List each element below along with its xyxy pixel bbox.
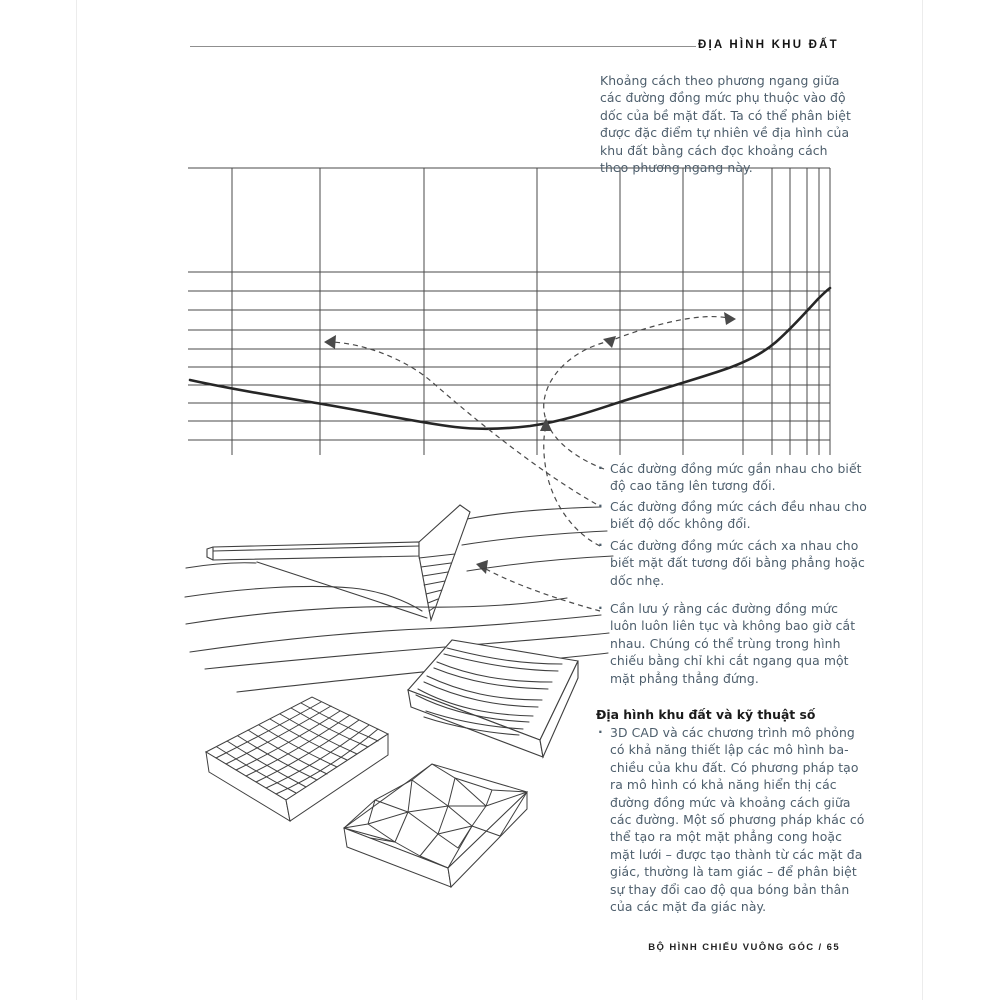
ground-notch <box>257 562 427 618</box>
contour-vertical-lines <box>232 168 830 455</box>
leader-arrowheads <box>324 312 736 574</box>
cut-wall <box>207 542 419 560</box>
leader-far-contours <box>544 426 600 546</box>
elevation-grid-lines <box>188 168 830 440</box>
cut-plane-fin <box>419 505 470 620</box>
mesh-model-tin <box>344 764 527 887</box>
section-profile-curve <box>190 288 830 429</box>
leader-vertical-plane <box>484 568 600 611</box>
contour-note-close: · Các đường đồng mức gần nhau cho biết độ cao tăng lên tương đối. <box>596 460 868 495</box>
page-footer: BỘ HÌNH CHIẾU VUÔNG GÓC / 65 <box>648 942 840 953</box>
page-title: ĐỊA HÌNH KHU ĐẤT <box>698 39 839 51</box>
section-heading: Địa hình khu đất và kỹ thuật số <box>596 707 816 722</box>
contour-note-far: · Các đường đồng mức cách xa nhau cho biết mặt đất tương đối bằng phẳng hoặc dốc nhẹ. <box>596 537 868 589</box>
intro-paragraph: Khoảng cách theo phương ngang giữa các đường đồng mức phụ thuộc vào độ dốc của bề mặt đất. Ta có thể phân biệt được đặc điểm tự nhiên về địa hình của khu đất bằng cách đọc khoảng cách theo phương ngang này. <box>600 73 851 176</box>
note-paragraph: · Cần lưu ý rằng các đường đồng mức luôn luôn liên tục và không bao giờ cắt nhau. Chúng có thể trùng trong hình chiếu bằng chỉ khi cắt ngang qua một mặt phẳng thẳng đứng. <box>596 600 868 687</box>
leader-even-contours <box>332 342 596 504</box>
mesh-model-terraced <box>408 640 578 757</box>
contour-note-even: · Các đường đồng mức cách đều nhau cho biết độ dốc không đổi. <box>596 498 868 533</box>
mesh-model-grid <box>206 697 388 821</box>
header-rule <box>190 46 696 47</box>
digital-body-paragraph: · 3D CAD và các chương trình mô phỏng có khả năng thiết lập các mô hình ba-chiều của khu đất. Có phương pháp tạo ra mô hình có khả năng hiển thị các đường đồng mức và khoảng cách giữa các đường. Một số phương pháp khác có thể tạo ra một mặt phẳng cong hoặc mặt lưới – được tạo thành từ các mặt đa giác, thường là tam giác – để phân biệt sự thay đổi cao độ qua bóng bản thân của các mặt đa giác này. <box>596 724 868 915</box>
leader-close-contours <box>544 317 728 469</box>
